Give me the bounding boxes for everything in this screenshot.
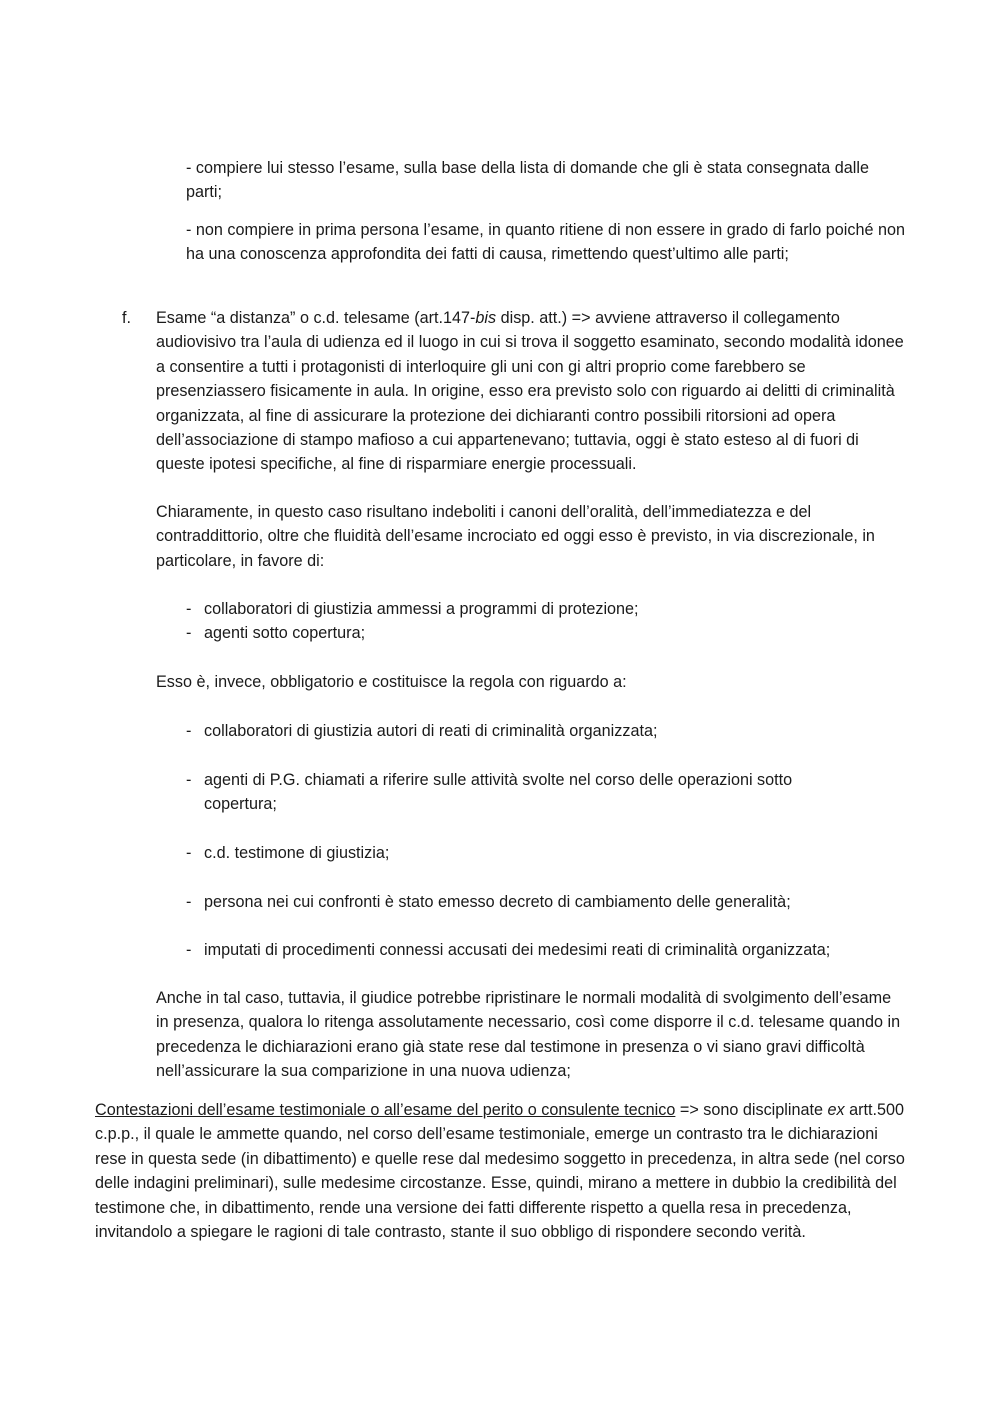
list-item: [186, 597, 906, 621]
discretionary-paragraph: Chiaramente, in questo caso risultano indeboliti i canoni dell’oralità, dell’immediatezza e del contraddittorio, oltre che fluidità dell’esame incrociato ed oggi esso è previsto, in via discrezionale, in particolare, in favore di:: [156, 503, 875, 570]
bullet-dash: -: [186, 893, 192, 911]
item-f-paragraph: [156, 306, 906, 477]
list-item-text: agenti di P.G. chiamati a riferire sulle attività svolte nel corso delle operazioni sotto copertura;: [204, 771, 793, 814]
list-item: [186, 841, 906, 865]
bullet-dash: -: [186, 624, 192, 642]
list-marker-f: f.: [122, 309, 131, 327]
list-item-text: c.d. testimone di giustizia;: [204, 844, 390, 862]
bullet-dash: -: [186, 844, 192, 862]
list-item-text: imputati di procedimenti connessi accusati dei medesimi reati di criminalità organizzata;: [204, 941, 831, 959]
bullet-dash: -: [186, 600, 192, 618]
list-item: [186, 768, 906, 817]
list-item: [186, 621, 906, 645]
bullet-dash: -: [186, 722, 192, 740]
item-f-text-b: disp. att.) => avviene attraverso il collegamento audiovisivo tra l’aula di udienza ed il luogo in cui si trova il soggetto esaminato, secondo modalità idonee a consentire a tutti i protagonisti di interloquire gli uni con gi altri proprio come farebbero se presenziassero fisicamente in aula. In origine, esso era previsto solo con riguardo ai delitti di criminalità organizzata, al fine di assicurare la protezione dei dichiaranti contro possibili ritorsioni ad opera dell’associazione di stampo mafioso a cui appartenevano; tuttavia, oggi è stato esteso al di fuori di queste ipotesi specifiche, al fine di risparmiare energie processuali.: [156, 309, 904, 474]
list-item-text: collaboratori di giustizia autori di reati di criminalità organizzata;: [204, 722, 658, 740]
final-italic: ex: [827, 1101, 845, 1119]
item-f-text-a: Esame “a distanza” o c.d. telesame (art.147-: [156, 309, 476, 327]
list-item: [186, 890, 906, 914]
sub-item-text: - compiere lui stesso l’esame, sulla base della lista di domande che gli è stata consegnata dalle parti;: [186, 159, 869, 202]
sub-item-not-examine: [186, 218, 906, 267]
list-item: [186, 719, 906, 743]
final-text-b: artt.500 c.p.p., il quale le ammette quando, nel corso dell’esame testimoniale, emerge un contrasto tra le dichiarazioni rese in questa sede (in dibattimento) e quelle rese dal medesimo soggetto in precedenza, in altra sede (nel corso delle indagini preliminari), sulle medesime circostanze. Esse, quindi, mirano a mettere in dubbio la credibilità del testimone che, in dibattimento, rende una versione dei fatti differente rispetto a quella resa in precedenza, invitandolo a spiegare le ragioni di tale contrasto, stante il suo obbligo di rispondere secondo verità.: [95, 1101, 905, 1242]
bullet-dash: -: [186, 771, 192, 789]
list-item-text: persona nei cui confronti è stato emesso decreto di cambiamento delle generalità;: [204, 893, 791, 911]
list-item: [186, 938, 906, 962]
closing-paragraph: Anche in tal caso, tuttavia, il giudice potrebbe ripristinare le normali modalità di svolgimento dell’esame in presenza, qualora lo ritenga assolutamente necessario, così come disporre il c.d. telesame quando in precedenza le dichiarazioni erano già state rese dal testimone in presenza o vi siano gravi difficoltà nell’assicurare la sua comparizione in una nuova udienza;: [156, 989, 901, 1081]
mandatory-paragraph: Esso è, invece, obbligatorio e costituisce la regola con riguardo a:: [156, 673, 627, 691]
item-f-italic: bis: [475, 309, 497, 327]
section-heading: Contestazioni dell’esame testimoniale o all’esame del perito o consulente tecnico: [95, 1101, 676, 1119]
contestazioni-paragraph: [95, 1098, 907, 1244]
list-item-text: collaboratori di giustizia ammessi a programmi di protezione;: [204, 600, 639, 618]
bullet-dash: -: [186, 941, 192, 959]
final-text-a: => sono disciplinate: [675, 1101, 828, 1119]
sub-item-examine-self: [186, 156, 906, 205]
sub-item-text: - non compiere in prima persona l’esame, in quanto ritiene di non essere in grado di farlo poiché non ha una conoscenza approfondita dei fatti di causa, rimettendo quest’ultimo alle parti;: [186, 221, 905, 264]
list-item-text: agenti sotto copertura;: [204, 624, 366, 642]
